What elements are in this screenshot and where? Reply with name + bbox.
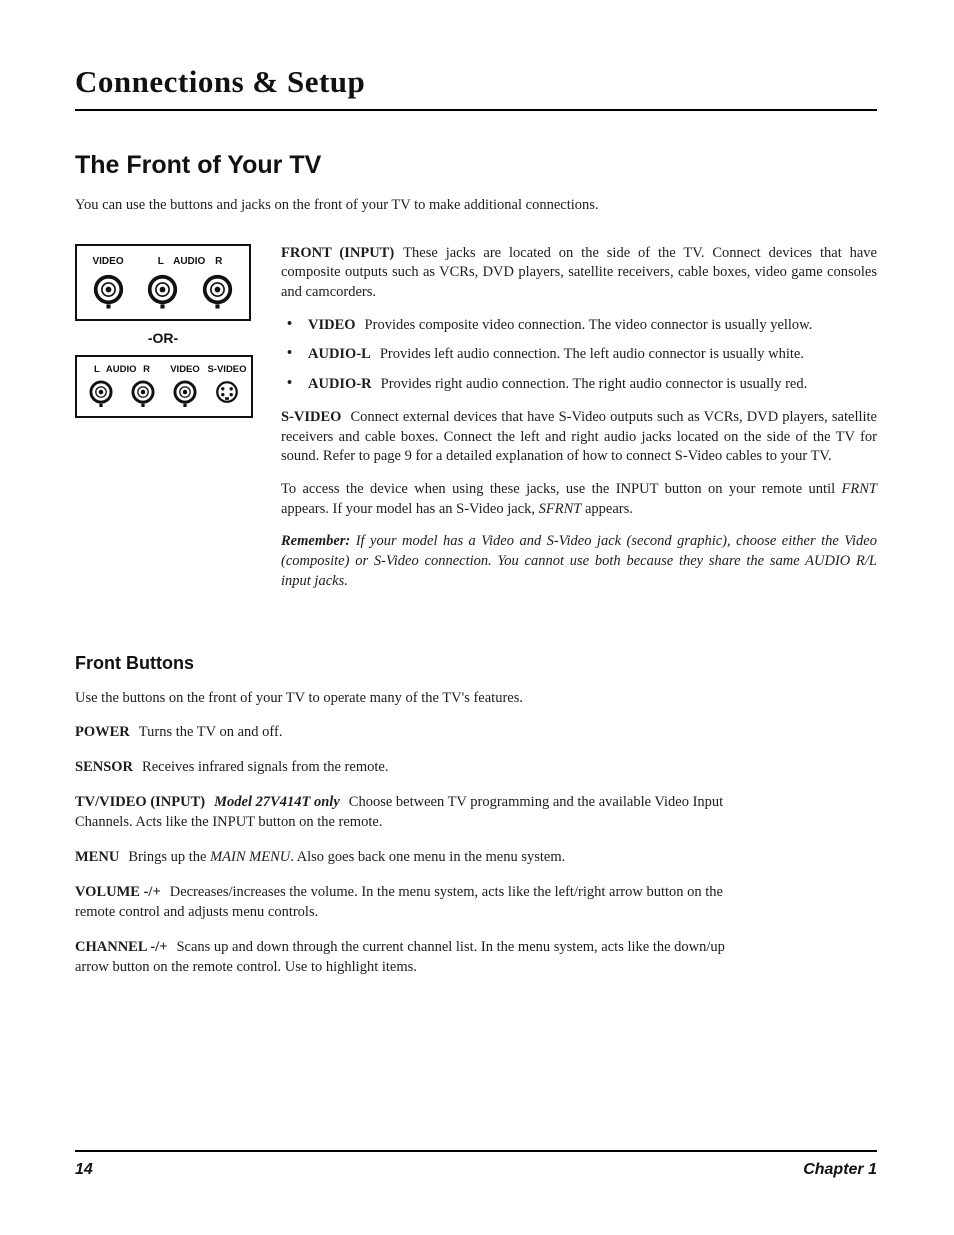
chapter-heading: Connections & Setup: [75, 64, 366, 99]
sensor-term: SENSOR: [75, 758, 134, 775]
power-text: Turns the TV on and off.: [138, 723, 283, 740]
front-input-paragraph: [281, 244, 877, 303]
page-title: The Front of Your TV: [75, 151, 322, 179]
bullet-text: Provides right audio connection. The right audio connector is usually red.: [380, 376, 808, 393]
bullet-term: VIDEO: [308, 316, 356, 333]
front-input-text: These jacks are located on the side of the TV. Connect devices that have composite outputs such as VCRs, DVD players, satellite receivers, cable boxes, video game consoles and camcorders.: [281, 244, 877, 300]
svideo-jack-label: S-VIDEO: [207, 363, 247, 375]
or-label: -OR-: [147, 329, 179, 346]
bullet-term: AUDIO-R: [308, 376, 372, 393]
rca-jack-icon: [122, 379, 164, 409]
page-number: 14: [75, 1161, 93, 1178]
chapter-label: Chapter 1: [803, 1161, 877, 1178]
access-sfrnt: SFRNT: [538, 500, 582, 517]
footer-rule: [75, 1150, 877, 1152]
power-term: POWER: [75, 723, 130, 740]
access-frnt: FRNT: [841, 481, 877, 498]
menu-item: [75, 847, 725, 867]
audio-jacks-label: L AUDIO R: [157, 255, 223, 267]
jack-panel-svideo-labels: [80, 364, 248, 375]
rca-jack-icon: [81, 273, 135, 311]
bullet-marker: •: [287, 315, 293, 332]
power-item: [75, 722, 725, 742]
jack-panel-composite-jacks: [81, 273, 245, 311]
jack-bullet-list: [281, 316, 877, 395]
rca-jack-icon: [135, 273, 189, 311]
page-footer: [75, 1150, 877, 1179]
menu-term: MENU: [75, 848, 120, 865]
access-text: appears. If your model has an S-Video jack,: [281, 500, 539, 517]
front-buttons-heading: Front Buttons: [75, 652, 194, 673]
channel-term: CHANNEL -/+: [75, 938, 168, 955]
menu-text: . Also goes back one menu in the menu system.: [290, 848, 566, 865]
remember-text: If your model has a Video and S-Video jack (second graphic), choose either the Video (composite) or S-Video connection. You cannot use both because they share the same AUDIO R/L input jacks.: [281, 533, 877, 589]
tv-video-model: Model 27V414T only: [214, 793, 340, 810]
remember-label: Remember:: [281, 533, 351, 550]
description-column: [281, 244, 877, 605]
jack-panel-composite: [75, 244, 251, 321]
rca-jack-icon: [80, 379, 122, 409]
video-jack-label: VIDEO: [92, 255, 124, 267]
header-rule: [75, 109, 877, 111]
audio-jacks-label: L AUDIO R: [93, 363, 151, 375]
bullet-item-audio-l: [281, 345, 877, 365]
channel-text: Scans up and down through the current channel list. In the menu system, acts like the down/up arrow button on the remote control. Use to highlight items.: [75, 938, 725, 975]
menu-main-menu: MAIN MENU: [210, 848, 291, 865]
tv-video-item: [75, 792, 725, 832]
access-paragraph: [281, 480, 877, 519]
access-text: To access the device when using these jacks, use the INPUT button on your remote until: [281, 481, 842, 498]
jack-panel-svideo-jacks: [80, 379, 248, 409]
main-columns: [75, 244, 877, 605]
volume-term: VOLUME -/+: [75, 883, 161, 900]
sensor-text: Receives infrared signals from the remote.: [142, 758, 389, 775]
diagram-column: [75, 244, 253, 418]
volume-item: [75, 882, 725, 922]
intro-text: You can use the buttons and jacks on the front of your TV to make additional connections.: [75, 197, 599, 213]
bullet-text: Provides left audio connection. The left audio connector is usually white.: [379, 346, 804, 363]
rca-jack-icon: [164, 379, 206, 409]
tv-video-term: TV/VIDEO (INPUT): [75, 793, 206, 810]
volume-text: Decreases/increases the volume. In the menu system, acts like the left/right arrow button on the remote control and adjusts menu controls.: [75, 883, 723, 920]
bullet-text: Provides composite video connection. The video connector is usually yellow.: [364, 316, 813, 333]
bullet-item-video: [281, 316, 877, 336]
channel-item: [75, 937, 725, 977]
svideo-jack-icon: [206, 379, 248, 409]
bullet-item-audio-r: [281, 375, 877, 395]
video-jack-label: VIDEO: [170, 363, 200, 375]
menu-text: Brings up the: [128, 848, 211, 865]
svideo-paragraph: [281, 408, 877, 467]
tv-video-text: Choose between TV programming and the available Video Input Channels. Acts like the INPUT button on the remote.: [75, 793, 724, 830]
front-input-term: FRONT (INPUT): [281, 244, 395, 261]
bullet-term: AUDIO-L: [308, 346, 371, 363]
jack-panel-svideo: [75, 355, 253, 418]
access-text: appears.: [581, 500, 633, 517]
bullet-marker: •: [287, 375, 293, 392]
remember-note: [281, 532, 877, 591]
front-buttons-intro: Use the buttons on the front of your TV to operate many of the TV's features.: [75, 689, 523, 706]
svideo-term: S-VIDEO: [281, 408, 342, 425]
svideo-text: Connect external devices that have S-Video outputs such as VCRs, DVD players, satellite receivers and cable boxes. Connect the left and right audio jacks located on the side of the TV for sound. Refer to page 9 for a detailed explanation of how to connect S-Video cables to your TV.: [281, 408, 877, 465]
rca-jack-icon: [189, 273, 245, 311]
jack-panel-composite-labels: [81, 256, 245, 267]
bullet-marker: •: [287, 345, 293, 362]
sensor-item: [75, 757, 725, 777]
